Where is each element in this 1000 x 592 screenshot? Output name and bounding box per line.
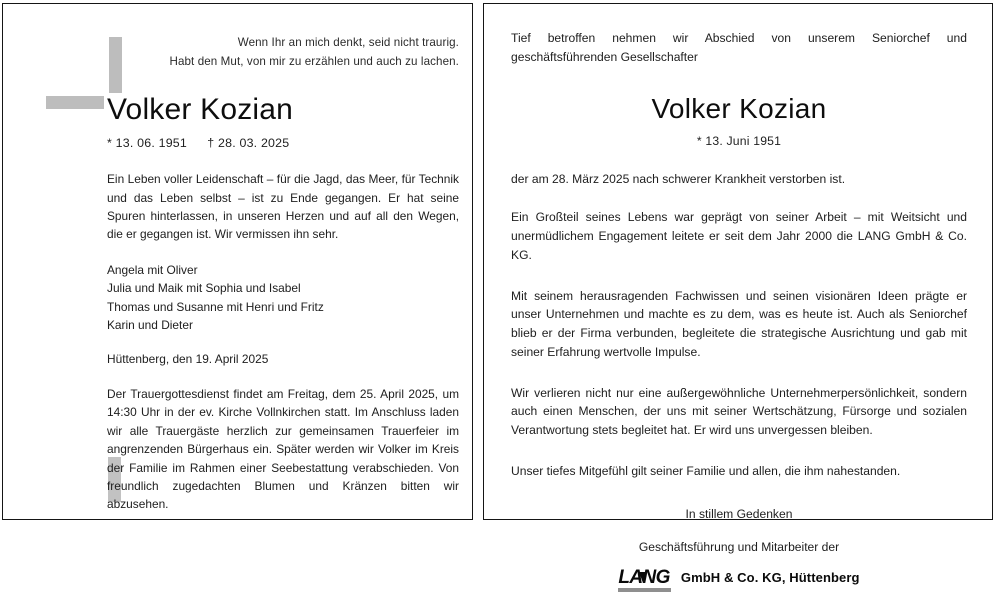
family-member-line: Angela mit Oliver bbox=[107, 262, 198, 277]
company-paragraph-1: Ein Großteil seines Lebens war geprägt von seiner Arbeit – mit Weitsicht und unermüdlichem Engagement leitete er seit dem Jahr 2000 die LANG GmbH & Co. KG. bbox=[511, 210, 967, 262]
lang-logo-underline bbox=[618, 588, 670, 592]
obituary-notice-company bbox=[483, 3, 993, 588]
obituary-notice-family bbox=[2, 3, 473, 520]
epigraph-line-1: Wenn Ihr an mich denkt, seid nicht traurig. bbox=[237, 36, 459, 49]
deceased-name: Volker Kozian bbox=[107, 92, 294, 126]
family-member-line: Karin und Dieter bbox=[107, 318, 193, 333]
deceased-name: Volker Kozian bbox=[651, 93, 827, 125]
company-paragraph-2: Mit seinem herausragenden Fachwissen und seinen visionären Ideen prägte er unser Unternehmen und machte es zu dem, was es heute ist. Auch als Seniorchef blieb er der Firma verbunden, begleitete die strategische Ausrichtung und gab mit seiner Erfahrung wertvolle Impulse. bbox=[511, 288, 967, 359]
family-list bbox=[107, 261, 459, 335]
birth-date: * 13. 06. 1951 bbox=[107, 136, 187, 151]
epigraph-line-2: Habt den Mut, von mir zu erzählen und auch zu lachen. bbox=[169, 54, 459, 68]
tribute-paragraph: Ein Leben voller Leidenschaft – für die Jagd, das Meer, für Technik und das Leben selbst – ist zu Ende gegangen. Er hat seine Spuren hinterlassen, in unseren Herzen und auf all den Wegen, die er gegangen ist. Wir vermissen ihn sehr. bbox=[107, 172, 459, 242]
company-paragraph-3: Wir verlieren nicht nur eine außergewöhnliche Unternehmerpersönlichkeit, sondern auch einen Menschen, der uns mit seiner Wertschätzung, Fürsorge und sozialen Verantwortung stets begleitet hat. Er wird uns unvergessen bleiben. bbox=[511, 385, 967, 438]
left-notice-content bbox=[107, 4, 459, 514]
company-intro: Tief betroffen nehmen wir Abschied von unserem Seniorchef und geschäftsführenden Gesellschafter bbox=[511, 31, 967, 64]
right-notice-content bbox=[511, 4, 967, 587]
funeral-service-info: Der Trauergottesdienst findet am Freitag, dem 25. April 2025, um 14:30 Uhr in der ev. Kirche Vollnkirchen statt. Im Anschluss laden wir alle Trauergäste herzlich zur gemeinsamen Trauerfeier im angrenzenden Bürgerhaus ein. Später werden wir Volker im Kreis der Familie im Rahmen einer Seebestattung verabschieden. Von freundlich zugedachten Blumen und Kränzen bitten wir abzusehen. bbox=[107, 386, 459, 512]
company-logo-row bbox=[511, 568, 967, 587]
family-member-line: Thomas und Susanne mit Henri und Fritz bbox=[107, 299, 324, 314]
lang-logo-drop-icon bbox=[639, 572, 647, 583]
family-member-line: Julia und Maik mit Sophia und Isabel bbox=[107, 281, 301, 296]
lang-logo-wordmark: LANG bbox=[618, 566, 670, 588]
birth-date: * 13. Juni 1951 bbox=[696, 134, 782, 149]
closing-phrase: In stillem Gedenken bbox=[685, 506, 793, 521]
lang-logo bbox=[618, 568, 669, 587]
company-paragraph-4: Unser tiefes Mitgefühl gilt seiner Familie und allen, die ihm nahestanden. bbox=[511, 463, 901, 478]
death-statement: der am 28. März 2025 nach schwerer Krankheit verstorben ist. bbox=[511, 172, 846, 187]
company-name: GmbH & Co. KG, Hüttenberg bbox=[680, 569, 860, 585]
death-date: † 28. 03. 2025 bbox=[207, 136, 290, 151]
cross-symbol-horizontal-bar bbox=[46, 96, 104, 109]
life-dates bbox=[107, 136, 459, 150]
signature-line: Geschäftsführung und Mitarbeiter der bbox=[638, 539, 840, 554]
place-and-date: Hüttenberg, den 19. April 2025 bbox=[107, 351, 269, 366]
epigraph bbox=[107, 34, 459, 72]
